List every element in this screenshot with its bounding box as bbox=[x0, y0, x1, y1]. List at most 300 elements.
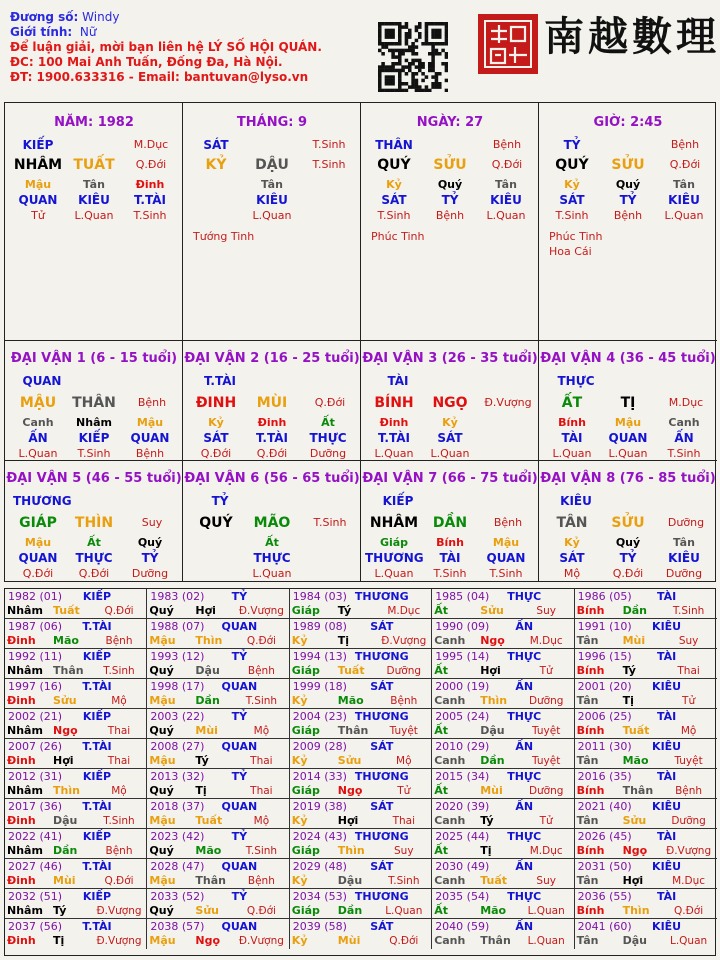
hidden-phase: T.Sinh bbox=[667, 447, 701, 460]
year-stem: Quý bbox=[149, 604, 174, 617]
year-bottom-row bbox=[147, 784, 288, 798]
year-phase: Q.Đới bbox=[389, 935, 419, 947]
year-branch: Tuất bbox=[480, 874, 507, 887]
earthly-branch: DẦN bbox=[432, 515, 468, 531]
year-bottom-row bbox=[5, 604, 146, 618]
year-bottom-row bbox=[5, 874, 146, 888]
year-phase: Tử bbox=[397, 785, 411, 797]
year-bottom-row bbox=[290, 814, 431, 828]
year-branch: Thân bbox=[622, 784, 654, 797]
dai-van-main-row bbox=[183, 395, 360, 411]
year-cell bbox=[147, 679, 289, 709]
year-cell bbox=[147, 649, 289, 679]
earthly-branch: NGỌ bbox=[432, 395, 468, 411]
year-cell bbox=[5, 859, 147, 889]
dai-van-phase: Bệnh bbox=[137, 396, 167, 409]
year-cell bbox=[290, 739, 432, 769]
year-branch: Sửu bbox=[195, 904, 219, 917]
year-branch: Thìn bbox=[337, 844, 365, 857]
dai-van-header-row bbox=[539, 471, 717, 487]
year-bottom-row bbox=[5, 694, 146, 708]
year-bottom-row bbox=[147, 634, 288, 648]
year-branch: Tị bbox=[480, 844, 492, 857]
year-branch: Tị bbox=[53, 934, 65, 947]
year-top-row bbox=[432, 920, 573, 934]
year-bottom-row bbox=[147, 754, 288, 768]
year-bottom-row bbox=[5, 934, 146, 948]
hidden-phase: L.Quan bbox=[252, 567, 292, 580]
dai-van-phase: Suy bbox=[141, 516, 163, 529]
year-cell bbox=[432, 889, 574, 919]
hidden-stem: Nhâm bbox=[76, 416, 112, 429]
year-top-row bbox=[5, 710, 146, 724]
pillar-god: SÁT bbox=[203, 138, 229, 152]
year-cell bbox=[290, 619, 432, 649]
year-god: KIÊU bbox=[652, 860, 682, 873]
year-label: 2022 (41) bbox=[8, 830, 63, 843]
year-label: 2014 (33) bbox=[292, 770, 347, 783]
year-bottom-row bbox=[575, 814, 717, 828]
year-god: KIÊU bbox=[652, 740, 682, 753]
earthly-branch: TỊ bbox=[620, 395, 636, 411]
year-stem: Quý bbox=[149, 844, 174, 857]
year-stem: Quý bbox=[149, 784, 174, 797]
hidden-god-row bbox=[361, 192, 538, 208]
year-label: 2029 (48) bbox=[292, 860, 347, 873]
year-cell bbox=[5, 649, 147, 679]
year-stem: Ất bbox=[434, 604, 448, 617]
hidden-sub-row bbox=[183, 446, 360, 461]
pillar-header: THÁNG: 9 bbox=[236, 115, 308, 130]
heavenly-stem: ĐINH bbox=[195, 395, 237, 411]
year-stem: Ất bbox=[434, 664, 448, 677]
year-god: QUAN bbox=[221, 800, 258, 813]
hidden-god: TÀI bbox=[439, 551, 461, 565]
year-top-row bbox=[147, 740, 288, 754]
heavenly-stem: NHÂM bbox=[13, 157, 63, 173]
hidden-god-row bbox=[5, 430, 182, 446]
year-label: 2028 (47) bbox=[150, 860, 205, 873]
year-branch: Ngọ bbox=[480, 634, 505, 647]
year-cell bbox=[575, 769, 717, 799]
year-stem: Bính bbox=[576, 604, 605, 617]
year-god: T.TÀI bbox=[82, 620, 112, 633]
year-cell bbox=[575, 859, 717, 889]
year-phase: M.Dục bbox=[387, 605, 421, 617]
hidden-god: T.TÀI bbox=[134, 193, 166, 207]
year-stem: Bính bbox=[576, 664, 605, 677]
year-label: 1984 (03) bbox=[292, 590, 347, 603]
hidden-god: QUAN bbox=[486, 551, 526, 565]
year-cell bbox=[147, 799, 289, 829]
hidden-sub-row bbox=[361, 208, 538, 224]
year-phase: Tử bbox=[682, 695, 696, 707]
year-branch: Tuất bbox=[195, 814, 223, 827]
year-top-row bbox=[5, 830, 146, 844]
year-god: KIẾP bbox=[82, 890, 112, 903]
earthly-branch: THÂN bbox=[72, 395, 116, 411]
year-cell bbox=[432, 919, 574, 949]
year-stem: Canh bbox=[434, 754, 466, 767]
year-phase: Bệnh bbox=[247, 875, 275, 887]
pillar-main-row bbox=[5, 157, 182, 173]
year-label: 2034 (53) bbox=[292, 890, 347, 903]
year-cell bbox=[147, 709, 289, 739]
year-top-row bbox=[5, 680, 146, 694]
hidden-god: TỶ bbox=[441, 193, 459, 207]
header bbox=[0, 0, 720, 100]
year-label: 2031 (50) bbox=[577, 860, 632, 873]
hidden-stem-row bbox=[5, 415, 182, 431]
heavenly-stem: QUÝ bbox=[199, 515, 233, 531]
year-phase: Suy bbox=[536, 875, 556, 887]
year-stem: Giáp bbox=[291, 724, 320, 737]
year-god: TÀI bbox=[656, 830, 677, 843]
year-cell bbox=[575, 619, 717, 649]
hidden-god: T.TÀI bbox=[256, 431, 288, 445]
year-phase: Bệnh bbox=[390, 695, 418, 707]
year-bottom-row bbox=[575, 634, 717, 648]
hidden-phase: L.Quan bbox=[608, 447, 648, 460]
pillar-cell bbox=[361, 103, 539, 341]
year-branch: Thìn bbox=[195, 634, 223, 647]
year-bottom-row bbox=[147, 694, 288, 708]
pillar-phase: Bệnh bbox=[492, 138, 522, 151]
year-god: TỶ bbox=[231, 890, 248, 903]
hidden-god: SÁT bbox=[437, 431, 463, 445]
year-stem: Đinh bbox=[7, 874, 36, 887]
year-phase: T.Sinh bbox=[245, 845, 278, 857]
year-label: 2020 (39) bbox=[435, 800, 490, 813]
year-cell bbox=[5, 829, 147, 859]
info-label: Giới tính: bbox=[10, 25, 73, 39]
hidden-sub-row bbox=[5, 208, 182, 224]
year-top-row bbox=[290, 650, 431, 664]
year-bottom-row bbox=[432, 844, 573, 858]
dai-van-header-row bbox=[5, 471, 182, 487]
year-branch: Mùi bbox=[195, 724, 218, 737]
hidden-god: THƯƠNG bbox=[365, 551, 424, 565]
star-note: Hoa Cái bbox=[549, 245, 592, 258]
year-god: ẤN bbox=[515, 800, 534, 813]
year-phase: Suy bbox=[536, 605, 556, 617]
year-branch: Dần bbox=[337, 904, 363, 917]
pillars-grid bbox=[4, 102, 716, 582]
year-top-row bbox=[290, 620, 431, 634]
year-top-row bbox=[290, 740, 431, 754]
year-stem: Đinh bbox=[7, 934, 36, 947]
year-cell bbox=[5, 889, 147, 919]
year-bottom-row bbox=[5, 844, 146, 858]
year-god: ẤN bbox=[515, 920, 534, 933]
year-phase: Q.Đới bbox=[246, 905, 276, 917]
hidden-phase: L.Quan bbox=[18, 447, 58, 460]
year-cell bbox=[575, 589, 717, 619]
year-label: 1990 (09) bbox=[435, 620, 490, 633]
hidden-phase: T.Sinh bbox=[555, 209, 589, 222]
dai-van-god: TÀI bbox=[387, 374, 409, 388]
year-phase: Thai bbox=[250, 785, 273, 797]
year-stem: Bính bbox=[576, 844, 605, 857]
year-phase: Bệnh bbox=[105, 845, 133, 857]
hidden-stem-row bbox=[183, 535, 360, 551]
year-stem: Kỷ bbox=[291, 634, 308, 647]
year-stem: Quý bbox=[149, 904, 174, 917]
year-cell bbox=[5, 739, 147, 769]
year-stem: Mậu bbox=[149, 634, 176, 647]
year-phase: Q.Đới bbox=[104, 605, 134, 617]
year-stem: Giáp bbox=[291, 904, 320, 917]
year-top-row bbox=[5, 590, 146, 604]
hidden-phase: L.Quan bbox=[374, 447, 414, 460]
year-phase: Tử bbox=[539, 815, 553, 827]
hidden-phase: Q.Đới bbox=[612, 567, 644, 580]
dai-van-main-row bbox=[539, 395, 717, 411]
hidden-phase: T.Sinh bbox=[133, 209, 167, 222]
dai-van-cell bbox=[539, 341, 717, 461]
year-branch: Dậu bbox=[337, 874, 363, 887]
year-phase: Thai bbox=[250, 755, 273, 767]
year-top-row bbox=[290, 830, 431, 844]
year-branch: Mùi bbox=[337, 934, 361, 947]
year-label: 2018 (37) bbox=[150, 800, 205, 813]
year-stem: Đinh bbox=[7, 814, 36, 827]
year-branch: Thân bbox=[480, 934, 511, 947]
year-phase: Tuyệt bbox=[674, 755, 703, 767]
hidden-phase: L.Quan bbox=[552, 447, 592, 460]
year-bottom-row bbox=[147, 724, 288, 738]
year-bottom-row bbox=[575, 784, 717, 798]
hidden-phase: T.Sinh bbox=[77, 447, 111, 460]
year-bottom-row bbox=[290, 754, 431, 768]
dai-van-phase: Q.Đới bbox=[314, 396, 346, 409]
year-label: 2009 (28) bbox=[292, 740, 347, 753]
year-top-row bbox=[5, 620, 146, 634]
hidden-phase: L.Quan bbox=[664, 209, 704, 222]
pillar-main-row bbox=[539, 157, 717, 173]
qr-code-icon bbox=[378, 22, 448, 92]
year-cell bbox=[432, 679, 574, 709]
year-god: T.TÀI bbox=[82, 740, 112, 753]
hidden-god: TÀI bbox=[561, 431, 583, 445]
year-god: KIẾP bbox=[82, 710, 112, 723]
dai-van-god: THỰC bbox=[557, 374, 595, 388]
pillar-header-row bbox=[5, 115, 182, 131]
hidden-god: QUAN bbox=[18, 193, 58, 207]
year-label: 2026 (45) bbox=[577, 830, 632, 843]
year-label: 1994 (13) bbox=[292, 650, 347, 663]
dai-van-cell bbox=[5, 461, 183, 581]
year-label: 2027 (46) bbox=[8, 860, 63, 873]
year-stem: Đinh bbox=[7, 754, 36, 767]
hidden-sub-row bbox=[539, 446, 717, 461]
year-branch: Tị bbox=[195, 784, 207, 797]
year-branch: Hợi bbox=[53, 754, 74, 767]
heavenly-stem: MẬU bbox=[19, 395, 57, 411]
dai-van-header: ĐẠI VẬN 7 (66 - 75 tuổi) bbox=[362, 471, 538, 486]
year-god: THỰC bbox=[507, 590, 542, 603]
year-stem: Giáp bbox=[291, 664, 320, 677]
year-branch: Mão bbox=[480, 904, 507, 917]
year-branch: Sửu bbox=[53, 694, 77, 707]
hidden-sub-row bbox=[539, 566, 717, 581]
pillar-header: GIỜ: 2:45 bbox=[593, 115, 663, 130]
year-god: TÀI bbox=[656, 890, 677, 903]
dai-van-main-row bbox=[539, 515, 717, 531]
year-god: THƯƠNG bbox=[354, 890, 409, 903]
year-branch: Hợi bbox=[480, 664, 501, 677]
hidden-phase: L.Quan bbox=[430, 447, 470, 460]
year-bottom-row bbox=[147, 604, 288, 618]
hidden-stem-row bbox=[183, 177, 360, 193]
earthly-branch: SỬU bbox=[433, 157, 467, 173]
hidden-god: TỶ bbox=[619, 193, 637, 207]
year-label: 2035 (54) bbox=[435, 890, 490, 903]
year-top-row bbox=[575, 920, 717, 934]
pillar-cell bbox=[5, 103, 183, 341]
hidden-god-row bbox=[539, 550, 717, 566]
year-bottom-row bbox=[147, 814, 288, 828]
year-god: SÁT bbox=[370, 920, 394, 933]
year-phase: T.Sinh bbox=[388, 875, 420, 887]
earthly-branch: TUẤT bbox=[73, 157, 115, 173]
year-cell bbox=[575, 799, 717, 829]
year-bottom-row bbox=[575, 724, 717, 738]
hidden-stem: Giáp bbox=[379, 536, 409, 549]
year-phase: Thai bbox=[107, 725, 131, 737]
year-god: TÀI bbox=[656, 590, 677, 603]
year-god: T.TÀI bbox=[82, 860, 112, 873]
hidden-stem: Kỷ bbox=[442, 416, 458, 429]
year-label: 1991 (10) bbox=[577, 620, 632, 633]
year-branch: Tuất bbox=[622, 724, 650, 737]
pillar-phase: Q.Đới bbox=[135, 158, 167, 171]
dai-van-phase: T.Sinh bbox=[313, 516, 347, 529]
year-label: 2000 (19) bbox=[435, 680, 490, 693]
year-god: THỰC bbox=[507, 890, 542, 903]
year-label: 2024 (43) bbox=[292, 830, 347, 843]
year-top-row bbox=[575, 830, 717, 844]
pillar-main-row bbox=[361, 157, 538, 173]
hidden-stem: Tân bbox=[83, 178, 105, 191]
year-top-row bbox=[5, 920, 146, 934]
star-note: Phúc Tinh bbox=[371, 230, 425, 243]
year-cell bbox=[5, 589, 147, 619]
hidden-stem: Quý bbox=[615, 178, 641, 191]
year-top-row bbox=[575, 620, 717, 634]
year-god: THƯƠNG bbox=[354, 770, 409, 783]
dai-van-god-row bbox=[539, 493, 717, 509]
year-top-row bbox=[575, 680, 717, 694]
hidden-god: QUAN bbox=[608, 431, 648, 445]
year-top-row bbox=[147, 710, 288, 724]
year-god: TỶ bbox=[231, 830, 248, 843]
dai-van-main-row bbox=[361, 395, 538, 411]
year-stem: Mậu bbox=[149, 694, 176, 707]
hidden-god: TỶ bbox=[619, 551, 637, 565]
year-bottom-row bbox=[575, 664, 717, 678]
year-stem: Canh bbox=[434, 634, 466, 647]
year-phase: M.Dục bbox=[672, 875, 706, 887]
year-label: 2021 (40) bbox=[577, 800, 632, 813]
year-stem: Ất bbox=[434, 724, 448, 737]
year-cell bbox=[5, 709, 147, 739]
year-label: 2002 (21) bbox=[8, 710, 63, 723]
hidden-stem-row bbox=[361, 415, 538, 431]
earthly-branch: MÙI bbox=[256, 395, 288, 411]
dai-van-god: THƯƠNG bbox=[13, 494, 72, 508]
dai-van-header-row bbox=[361, 351, 538, 367]
year-cell bbox=[290, 709, 432, 739]
year-phase: Tuyệt bbox=[532, 725, 561, 737]
year-top-row bbox=[575, 770, 717, 784]
hidden-stem-row bbox=[183, 415, 360, 431]
pillar-phase: Q.Đới bbox=[669, 158, 701, 171]
year-top-row bbox=[432, 710, 573, 724]
year-label: 1993 (12) bbox=[150, 650, 205, 663]
year-phase: Mộ bbox=[111, 785, 127, 797]
hidden-stem: Mậu bbox=[136, 416, 164, 429]
dai-van-god: T.TÀI bbox=[204, 374, 236, 388]
year-stem: Canh bbox=[434, 694, 466, 707]
year-cell bbox=[290, 589, 432, 619]
info-line bbox=[10, 10, 370, 25]
year-stem: Nhâm bbox=[7, 664, 43, 677]
year-top-row bbox=[147, 800, 288, 814]
hidden-phase: L.Quan bbox=[486, 209, 526, 222]
year-cell bbox=[575, 739, 717, 769]
year-top-row bbox=[575, 590, 717, 604]
year-bottom-row bbox=[575, 934, 717, 948]
year-label: 2012 (31) bbox=[8, 770, 63, 783]
year-bottom-row bbox=[432, 694, 573, 708]
year-phase: Đ.Vượng bbox=[238, 605, 284, 617]
hidden-god: THỰC bbox=[75, 551, 113, 565]
hidden-stem: Canh bbox=[668, 416, 700, 429]
hidden-god-row bbox=[183, 550, 360, 566]
year-label: 2039 (58) bbox=[292, 920, 347, 933]
year-top-row bbox=[432, 620, 573, 634]
year-bottom-row bbox=[290, 934, 431, 948]
year-god: KIẾP bbox=[82, 830, 112, 843]
dai-van-god-row bbox=[5, 493, 182, 509]
hidden-god: KIÊU bbox=[490, 193, 522, 207]
year-stem: Giáp bbox=[291, 844, 320, 857]
dai-van-main-row bbox=[361, 515, 538, 531]
hidden-phase: Dưỡng bbox=[665, 567, 703, 580]
hidden-stem: Bính bbox=[558, 416, 586, 429]
year-stem: Canh bbox=[434, 874, 466, 887]
earthly-branch: DẬU bbox=[255, 157, 289, 173]
hidden-stem-row bbox=[5, 535, 182, 551]
year-bottom-row bbox=[147, 664, 288, 678]
year-branch: Tị bbox=[622, 694, 634, 707]
year-label: 1987 (06) bbox=[8, 620, 63, 633]
year-label: 2007 (26) bbox=[8, 740, 63, 753]
year-bottom-row bbox=[432, 934, 573, 948]
year-bottom-row bbox=[290, 784, 431, 798]
year-god: ẤN bbox=[515, 860, 534, 873]
year-phase: L.Quan bbox=[669, 935, 708, 947]
year-stem: Kỷ bbox=[291, 754, 308, 767]
year-bottom-row bbox=[147, 844, 288, 858]
year-branch: Tý bbox=[337, 604, 352, 617]
year-stem: Kỷ bbox=[291, 934, 308, 947]
heavenly-stem: GIÁP bbox=[19, 515, 57, 531]
hidden-stem: Đinh bbox=[379, 416, 409, 429]
hidden-god-row bbox=[5, 550, 182, 566]
year-branch: Ngọ bbox=[195, 934, 221, 947]
